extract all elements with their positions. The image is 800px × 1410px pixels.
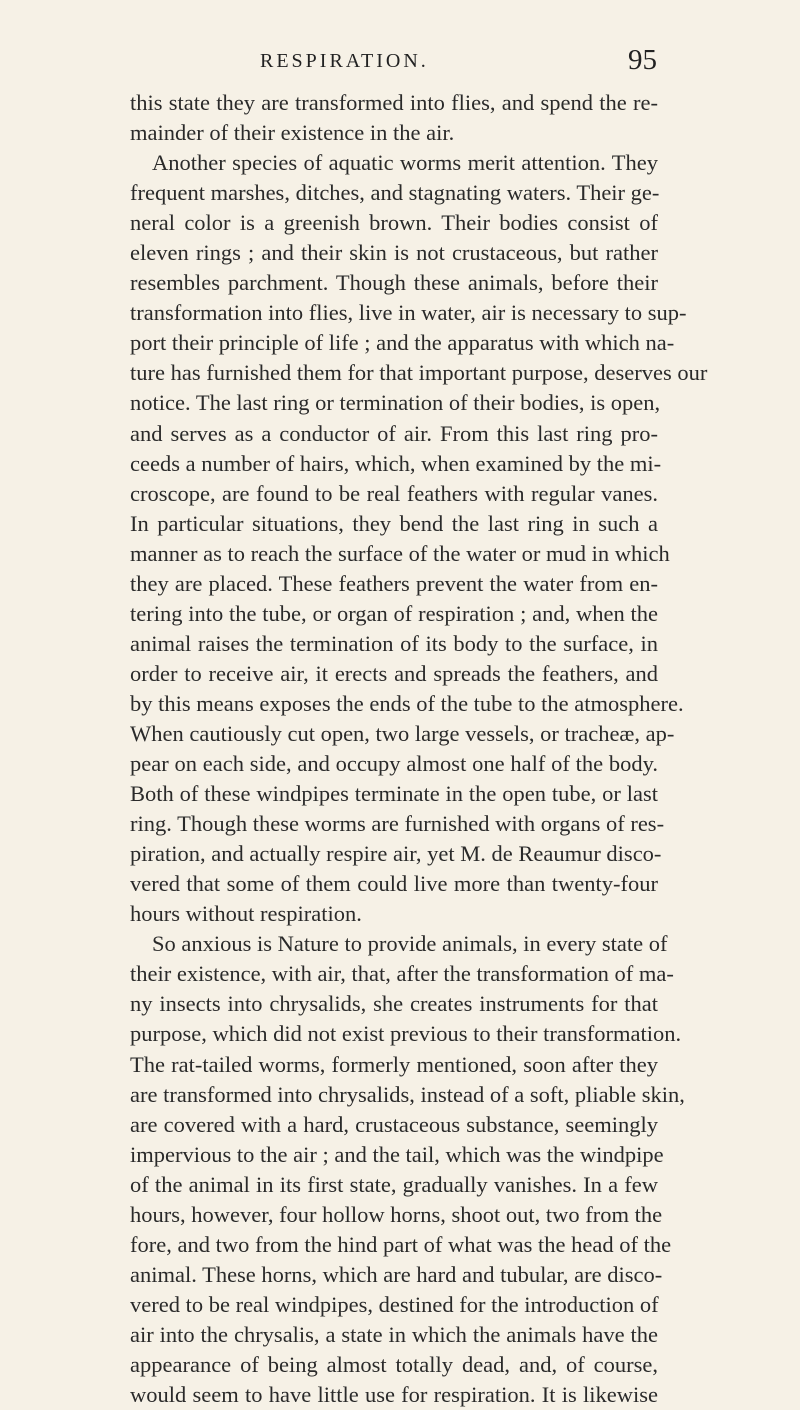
text-line: appearance of being almost totally dead, and, of course, [130,1351,658,1377]
body-text [130,88,708,1410]
text-line: their existence, with air, that, after the transformation of ma- [130,961,674,987]
text-line: hours, however, four hollow horns, shoot out, two from the [130,1201,663,1227]
text-line: they are placed. These feathers prevent the water from en- [130,570,658,596]
text-line: ceeds a number of hairs, which, when examined by the mi- [130,450,662,476]
text-line: are covered with a hard, crustaceous substance, seemingly [130,1111,658,1137]
page-header [130,44,657,84]
text-line: animal raises the termination of its body to the surface, in [130,630,658,656]
text-line: eleven rings ; and their skin is not crustaceous, but rather [130,240,658,266]
page-number: 95 [628,44,657,76]
text-line: hours without respiration. [130,901,362,927]
text-line: piration, and actually respire air, yet M. de Reaumur disco- [130,841,662,867]
text-line: In particular situations, they bend the last ring in such a [130,510,658,536]
text-line: mainder of their existence in the air. [130,120,455,146]
text-line: air into the chrysalis, a state in which the animals have the [130,1321,658,1347]
text-line: frequent marshes, ditches, and stagnating waters. Their ge- [130,180,660,206]
text-line: by this means exposes the ends of the tube to the atmosphere. [130,690,684,716]
text-line: this state they are transformed into flies, and spend the re- [130,90,658,115]
text-line: croscope, are found to be real feathers with regular vanes. [130,480,658,506]
text-line: animal. These horns, which are hard and tubular, are disco- [130,1261,663,1287]
text-line: order to receive air, it erects and spreads the feathers, and [130,660,658,686]
text-line: tering into the tube, or organ of respiration ; and, when the [130,600,658,626]
text-line: ture has furnished them for that important purpose, deserves our [130,360,708,386]
text-line: are transformed into chrysalids, instead of a soft, pliable skin, [130,1081,685,1107]
text-line: When cautiously cut open, two large vessels, or tracheæ, ap- [130,720,675,746]
text-line: neral color is a greenish brown. Their bodies consist of [130,210,658,236]
text-line: resembles parchment. Though these animals, before their [130,270,658,296]
text-line: purpose, which did not exist previous to their transformation. [130,1021,682,1047]
text-line: So anxious is Nature to provide animals, in every state of [152,931,668,957]
text-line: Another species of aquatic worms merit attention. They [152,150,658,176]
text-line: and serves as a conductor of air. From this last ring pro- [130,420,658,446]
text-line: pear on each side, and occupy almost one half of the body. [130,751,658,777]
running-head: RESPIRATION. [260,50,429,72]
text-line: port their principle of life ; and the apparatus with which na- [130,330,675,356]
text-line: notice. The last ring or termination of their bodies, is open, [130,390,661,416]
text-line: manner as to reach the surface of the water or mud in which [130,540,670,566]
text-line: ny insects into chrysalids, she creates instruments for that [130,991,658,1017]
text-line: vered to be real windpipes, destined for the introduction of [130,1291,659,1317]
text-line: of the animal in its first state, gradually vanishes. In a few [130,1171,658,1197]
text-line: would seem to have little use for respiration. It is likewise [130,1382,658,1408]
text-line: fore, and two from the hind part of what was the head of the [130,1231,672,1257]
text-line: The rat-tailed worms, formerly mentioned, soon after they [130,1051,658,1077]
text-line: transformation into flies, live in water, air is necessary to sup- [130,300,687,326]
text-line: vered that some of them could live more than twenty-four [130,871,658,897]
text-line: impervious to the air ; and the tail, which was the windpipe [130,1141,664,1167]
text-line: Both of these windpipes terminate in the open tube, or last [130,781,658,807]
paragraph [130,148,708,929]
paragraph [130,929,685,1410]
text-line: ring. Though these worms are furnished with organs of res- [130,811,665,837]
paragraph [130,88,658,148]
